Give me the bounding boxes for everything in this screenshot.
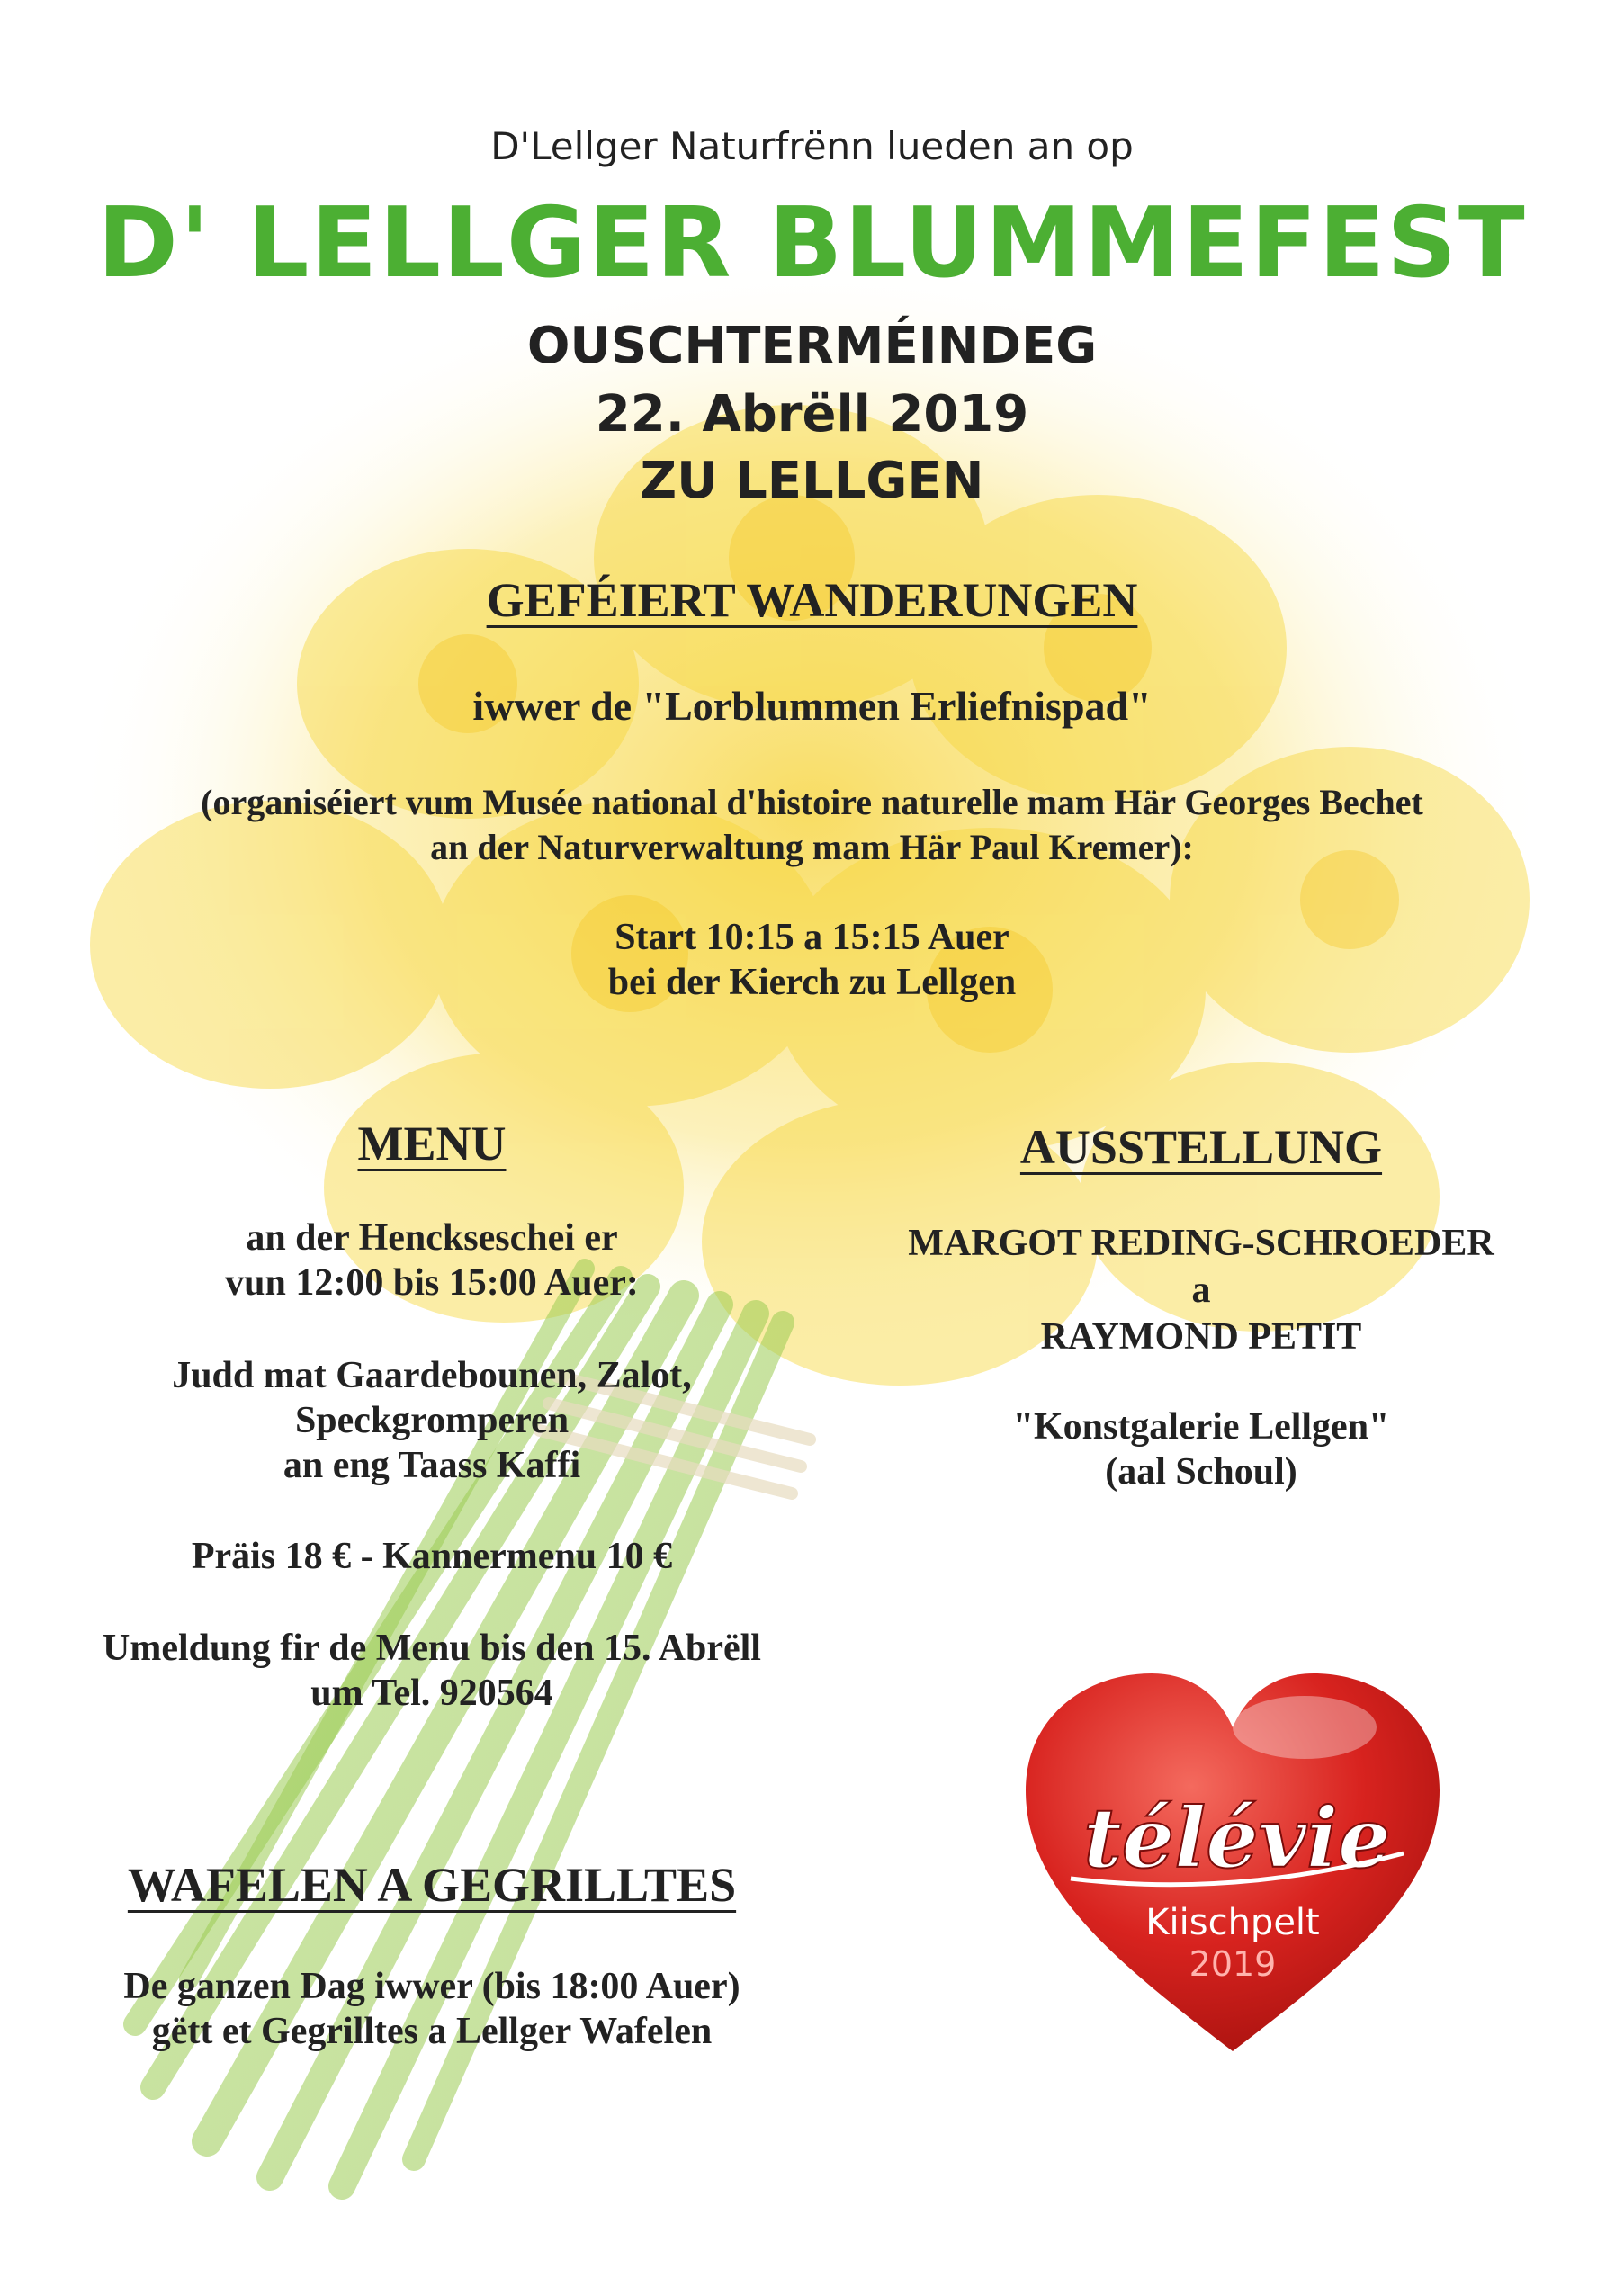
televie-location: Kiischpelt xyxy=(1145,1902,1320,1943)
walks-heading: GEFÉIERT WANDERUNGEN xyxy=(486,573,1138,627)
exhibition-venue-note: (aal Schoul) xyxy=(1105,1451,1297,1493)
waffles-text-line: De ganzen Dag iwwer (bis 18:00 Auer) xyxy=(123,1966,740,2007)
menu-phone: um Tel. 920564 xyxy=(310,1673,553,1714)
menu-time: vun 12:00 bis 15:00 Auer: xyxy=(225,1262,639,1304)
walks-organizer-line: an der Naturverwaltung mam Här Paul Kremer): xyxy=(430,827,1194,867)
menu-food-line: Speckgromperen xyxy=(294,1400,570,1441)
exhibition-artist: MARGOT REDING-SCHROEDER xyxy=(908,1223,1494,1264)
televie-year: 2019 xyxy=(1189,1944,1277,1984)
televie-heart-logo xyxy=(1008,1664,1458,2069)
walks-start-time: Start 10:15 a 15:15 Auer xyxy=(615,917,1009,958)
page-title: D' LELLGER BLUMMEFEST xyxy=(97,187,1527,300)
walks-subtitle: iwwer de "Lorblummen Erliefnispad" xyxy=(472,683,1152,729)
date-line-day: OUSCHTERMÉINDEG xyxy=(526,317,1098,375)
exhibition-conjunction: a xyxy=(1191,1269,1211,1311)
menu-heading: MENU xyxy=(357,1117,507,1170)
waffles-text-line: gëtt et Gegrilltes a Lellger Wafelen xyxy=(151,2011,713,2052)
exhibition-artist: RAYMOND PETIT xyxy=(1040,1316,1362,1358)
menu-registration: Umeldung fir de Menu bis den 15. Abrëll xyxy=(103,1628,761,1669)
menu-food-line: an eng Taass Kaffi xyxy=(283,1445,581,1486)
date-line-date: 22. Abrëll 2019 xyxy=(595,385,1029,444)
organizer-line: D'Lellger Naturfrënn lueden an op xyxy=(490,124,1134,168)
menu-price: Präis 18 € - Kannermenu 10 € xyxy=(191,1536,673,1577)
walks-organizer-line: (organiséiert vum Musée national d'histoire naturelle mam Här Georges Bechet xyxy=(201,782,1423,822)
exhibition-heading: AUSSTELLUNG xyxy=(1019,1120,1383,1174)
walks-start-place: bei der Kierch zu Lellgen xyxy=(607,962,1017,1003)
exhibition-venue: "Konstgalerie Lellgen" xyxy=(1012,1406,1390,1448)
menu-location: an der Henckseschei er xyxy=(246,1217,618,1259)
waffles-heading: WAFELEN A GEGRILLTES xyxy=(127,1858,737,1912)
menu-food-line: Judd mat Gaardebounen, Zalot, xyxy=(172,1355,692,1396)
televie-script-text: télévie xyxy=(1083,1789,1391,1887)
date-line-place: ZU LELLGEN xyxy=(640,452,984,510)
